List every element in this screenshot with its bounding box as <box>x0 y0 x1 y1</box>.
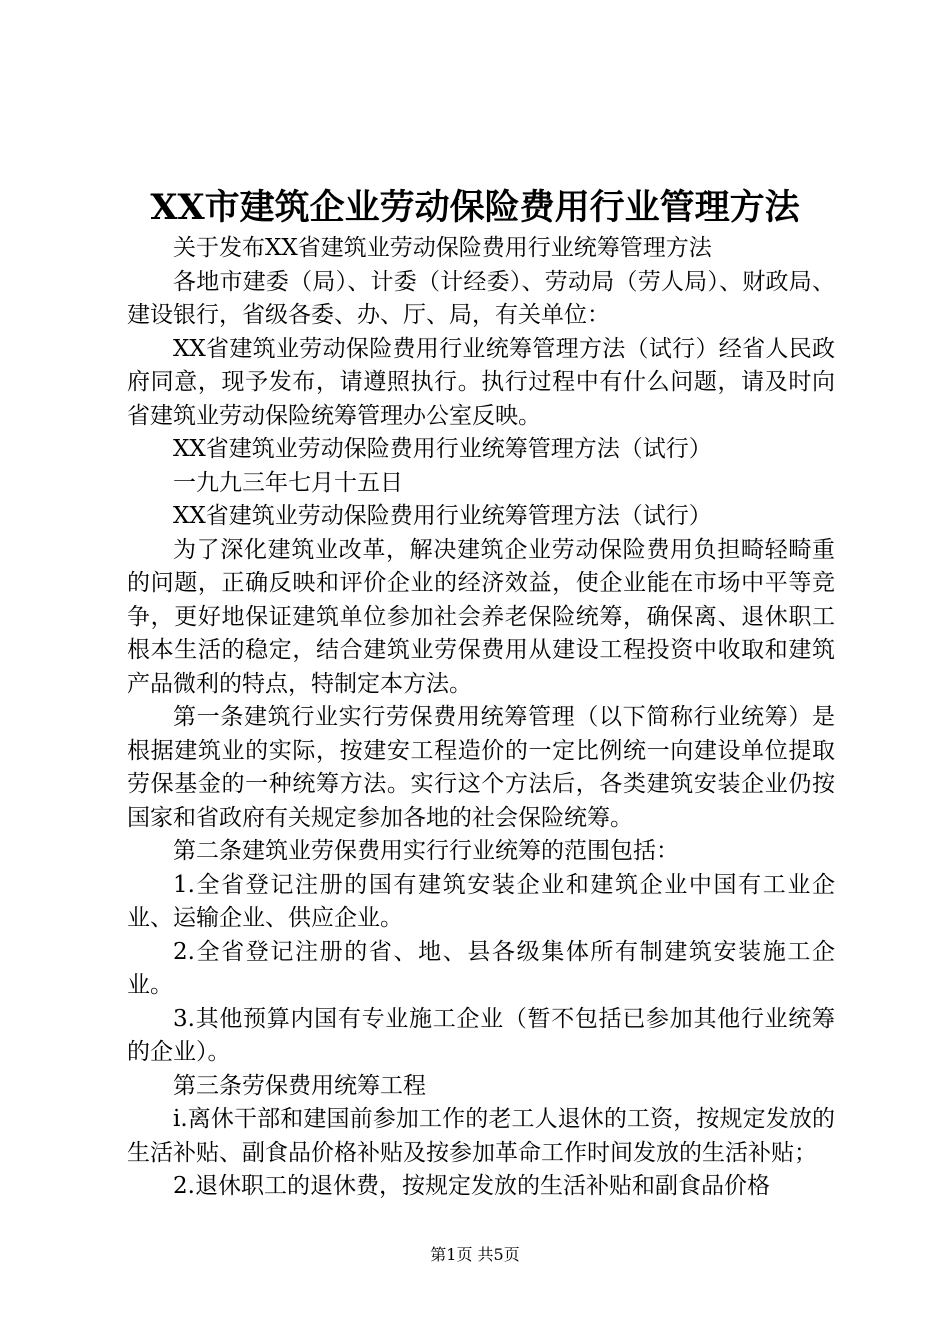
document-title: XX市建筑企业劳动保险费用行业管理方法 <box>150 187 800 228</box>
paragraph-article-2-item-2: 2.全省登记注册的省、地、县各级集体所有制建筑安装施工企业。 <box>127 938 835 998</box>
paragraph-date: 一九九三年七月十五日 <box>173 469 403 496</box>
paragraph-article-2-item-3: 3.其他预算内国有专业施工企业（暂不包括已参加其他行业统筹的企业）。 <box>127 1005 835 1065</box>
paragraph-article-3: 第三条劳保费用统筹工程 <box>173 1072 426 1099</box>
paragraph-method-title: XX省建筑业劳动保险费用行业统筹管理方法（试行） <box>173 503 712 529</box>
paragraph-purpose: 为了深化建筑业改革，解决建筑企业劳动保险费用负担畸轻畸重的问题，正确反映和评价企业的经济效益，使企业能在市场中平等竞争，更好地保证建筑单位参加社会养老保险统筹，确保离、退休职工根本生活的稳定，结合建筑业劳保费用从建设工程投资中收取和建筑产品微利的特点，特制定本方法。 <box>127 536 835 697</box>
paragraph-addressees: 各地市建委（局）、计委（计经委）、劳动局（劳人局）、财政局、建设银行，省级各委、办、厅、局，有关单位： <box>127 268 835 328</box>
document-body <box>127 232 835 1204</box>
paragraph-article-3-item-2: 2.退休职工的退休费，按规定发放的生活补贴和副食品价格 <box>173 1173 770 1199</box>
paragraph-article-2: 第二条建筑业劳保费用实行行业统筹的范围包括： <box>173 838 679 864</box>
paragraph-announcement: XX省建筑业劳动保险费用行业统筹管理方法（试行）经省人民政府同意，现予发布，请遵照执行。执行过程中有什么问题，请及时向省建筑业劳动保险统筹管理办公室反映。 <box>127 335 835 429</box>
paragraph-article-2-item-1: 1.全省登记注册的国有建筑安装企业和建筑企业中国有工业企业、运输企业、供应企业。 <box>127 871 835 931</box>
paragraph-article-1: 第一条建筑行业实行劳保费用统筹管理（以下简称行业统筹）是根据建筑业的实际，按建安工程造价的一定比例统一向建设单位提取劳保基金的一种统筹方法。实行这个方法后，各类建筑安装企业仍按国家和省政府有关规定参加各地的社会保险统筹。 <box>127 704 835 831</box>
paragraph-method-name: XX省建筑业劳动保险费用行业统筹管理方法（试行） <box>173 436 712 462</box>
page-footer: 第1页 共5页 <box>430 1245 520 1264</box>
paragraph-notice-heading: 关于发布XX省建筑业劳动保险费用行业统筹管理方法 <box>173 235 712 261</box>
paragraph-article-3-item-1: i.离休干部和建国前参加工作的老工人退休的工资，按规定发放的生活补贴、副食品价格补贴及按参加革命工作时间发放的生活补贴； <box>127 1106 835 1166</box>
